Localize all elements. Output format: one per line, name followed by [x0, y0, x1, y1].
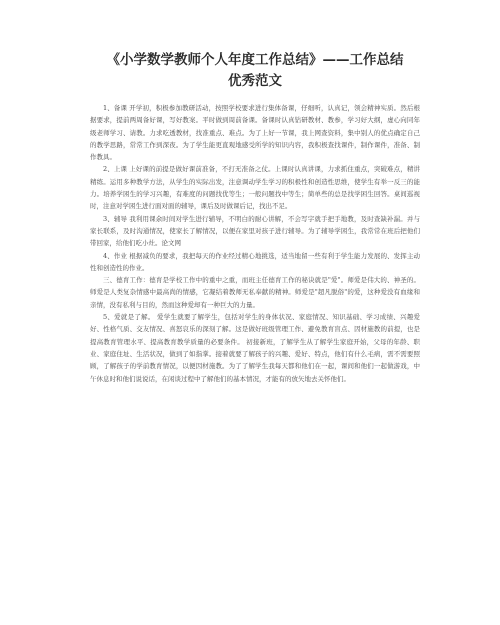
document-title	[90, 50, 420, 92]
paragraph-tutoring: 3、辅导 我利用课余时间对学生进行辅导，不明白的耐心讲解，不会写字就手把手地教，及时查缺补漏。并与家长联系，及时沟通情况，使家长了解情况，以便在家里对孩子进行辅导。为了辅导学困生，我常常在班后把他们带回家，给他们吃小灶。论文网	[90, 214, 420, 248]
paragraph-moral-education: 三、德育工作：德育是学校工作中的重中之重，而班主任德育工作的秘诀就是"爱"。师爱是伟大的、神圣的。师爱是人类复杂情感中最高尚的情感，它凝结着教师无私奉献的精神。师爱是"超凡脱俗"的爱，这种爱没有血缘和亲情，没有私利与目的，然而这种爱却有一种巨大的力量。	[90, 276, 420, 309]
paragraph-homework: 4、作业 根据减负的要求，我把每天的作业经过精心地挑选，适当地留一些有利于学生能力发展的、发挥主动性和创造性的作业。	[90, 251, 420, 272]
paragraph-teaching: 2、上课 上好课的前提是做好课前准备，不打无准备之仗。上课时认真讲课，力求抓住重点，突破难点，精讲精练。运用多种教学方法，从学生的实际出发，注意调动学生学习的积极性和创造性思维，使学生有举一反三的能力。培养学困生的学习兴趣，有难度的问题找优等生；一般问题找中等生；简单些的总是找学困生回答。桌间巡视时，注意对学困生进行面对面的辅导，课后及时做课后记，找出不足。	[90, 165, 420, 211]
title-line-1: 《小学数学教师个人年度工作总结》——工作总结	[106, 52, 404, 68]
document-body	[90, 102, 420, 385]
paragraph-lesson-prep: 1、备课 开学初，积极参加教研活动，按照学校要求进行集体备课，仔细听，认真记，领会精神实质。然后根据要求，提前两周备好课，写好教案。平时做到周前备课。备课时认真钻研教材、教参，学习好大纲，虚心向同年级老师学习、请教。力求吃透教材，找准重点、难点。为了上好一节课，我上网查资料，集中别人的优点确定自己的教学思路，常常工作到深夜。为了学生能更直观地感受所学的知识内容，我积极查找课件，制作课件，准备、制作教具。	[90, 104, 420, 162]
paragraph-love-understanding: 5、爱就是了解。 爱学生就要了解学生，包括对学生的身体状况、家庭情况、知识基础、学习成绩、兴趣爱好、性格气质、交友情况、喜怒哀乐的深刻了解。这是做好班级管理工作、避免教育盲点、因材施教的前提，也是提高教育管理水平、提高教育教学质量的必要条件。 初接新班，了解学生从了解学生家庭开始，父母的年龄、职业、家庭住址、生活状况，做到了如指掌。接着就要了解孩子的兴趣、爱好、特点，他们有什么毛病，需不需要照顾，了解孩子的学前教育情况，以便因材施教。为了了解学生我每天都和他们在一起，课间和他们一起做游戏，中午休息时和他们说说话，在闲谈过程中了解他们的基本情况，才能有的放矢地去关怀他们。	[90, 313, 420, 383]
document-page	[90, 50, 420, 385]
title-line-2: 优秀范文	[228, 73, 282, 89]
